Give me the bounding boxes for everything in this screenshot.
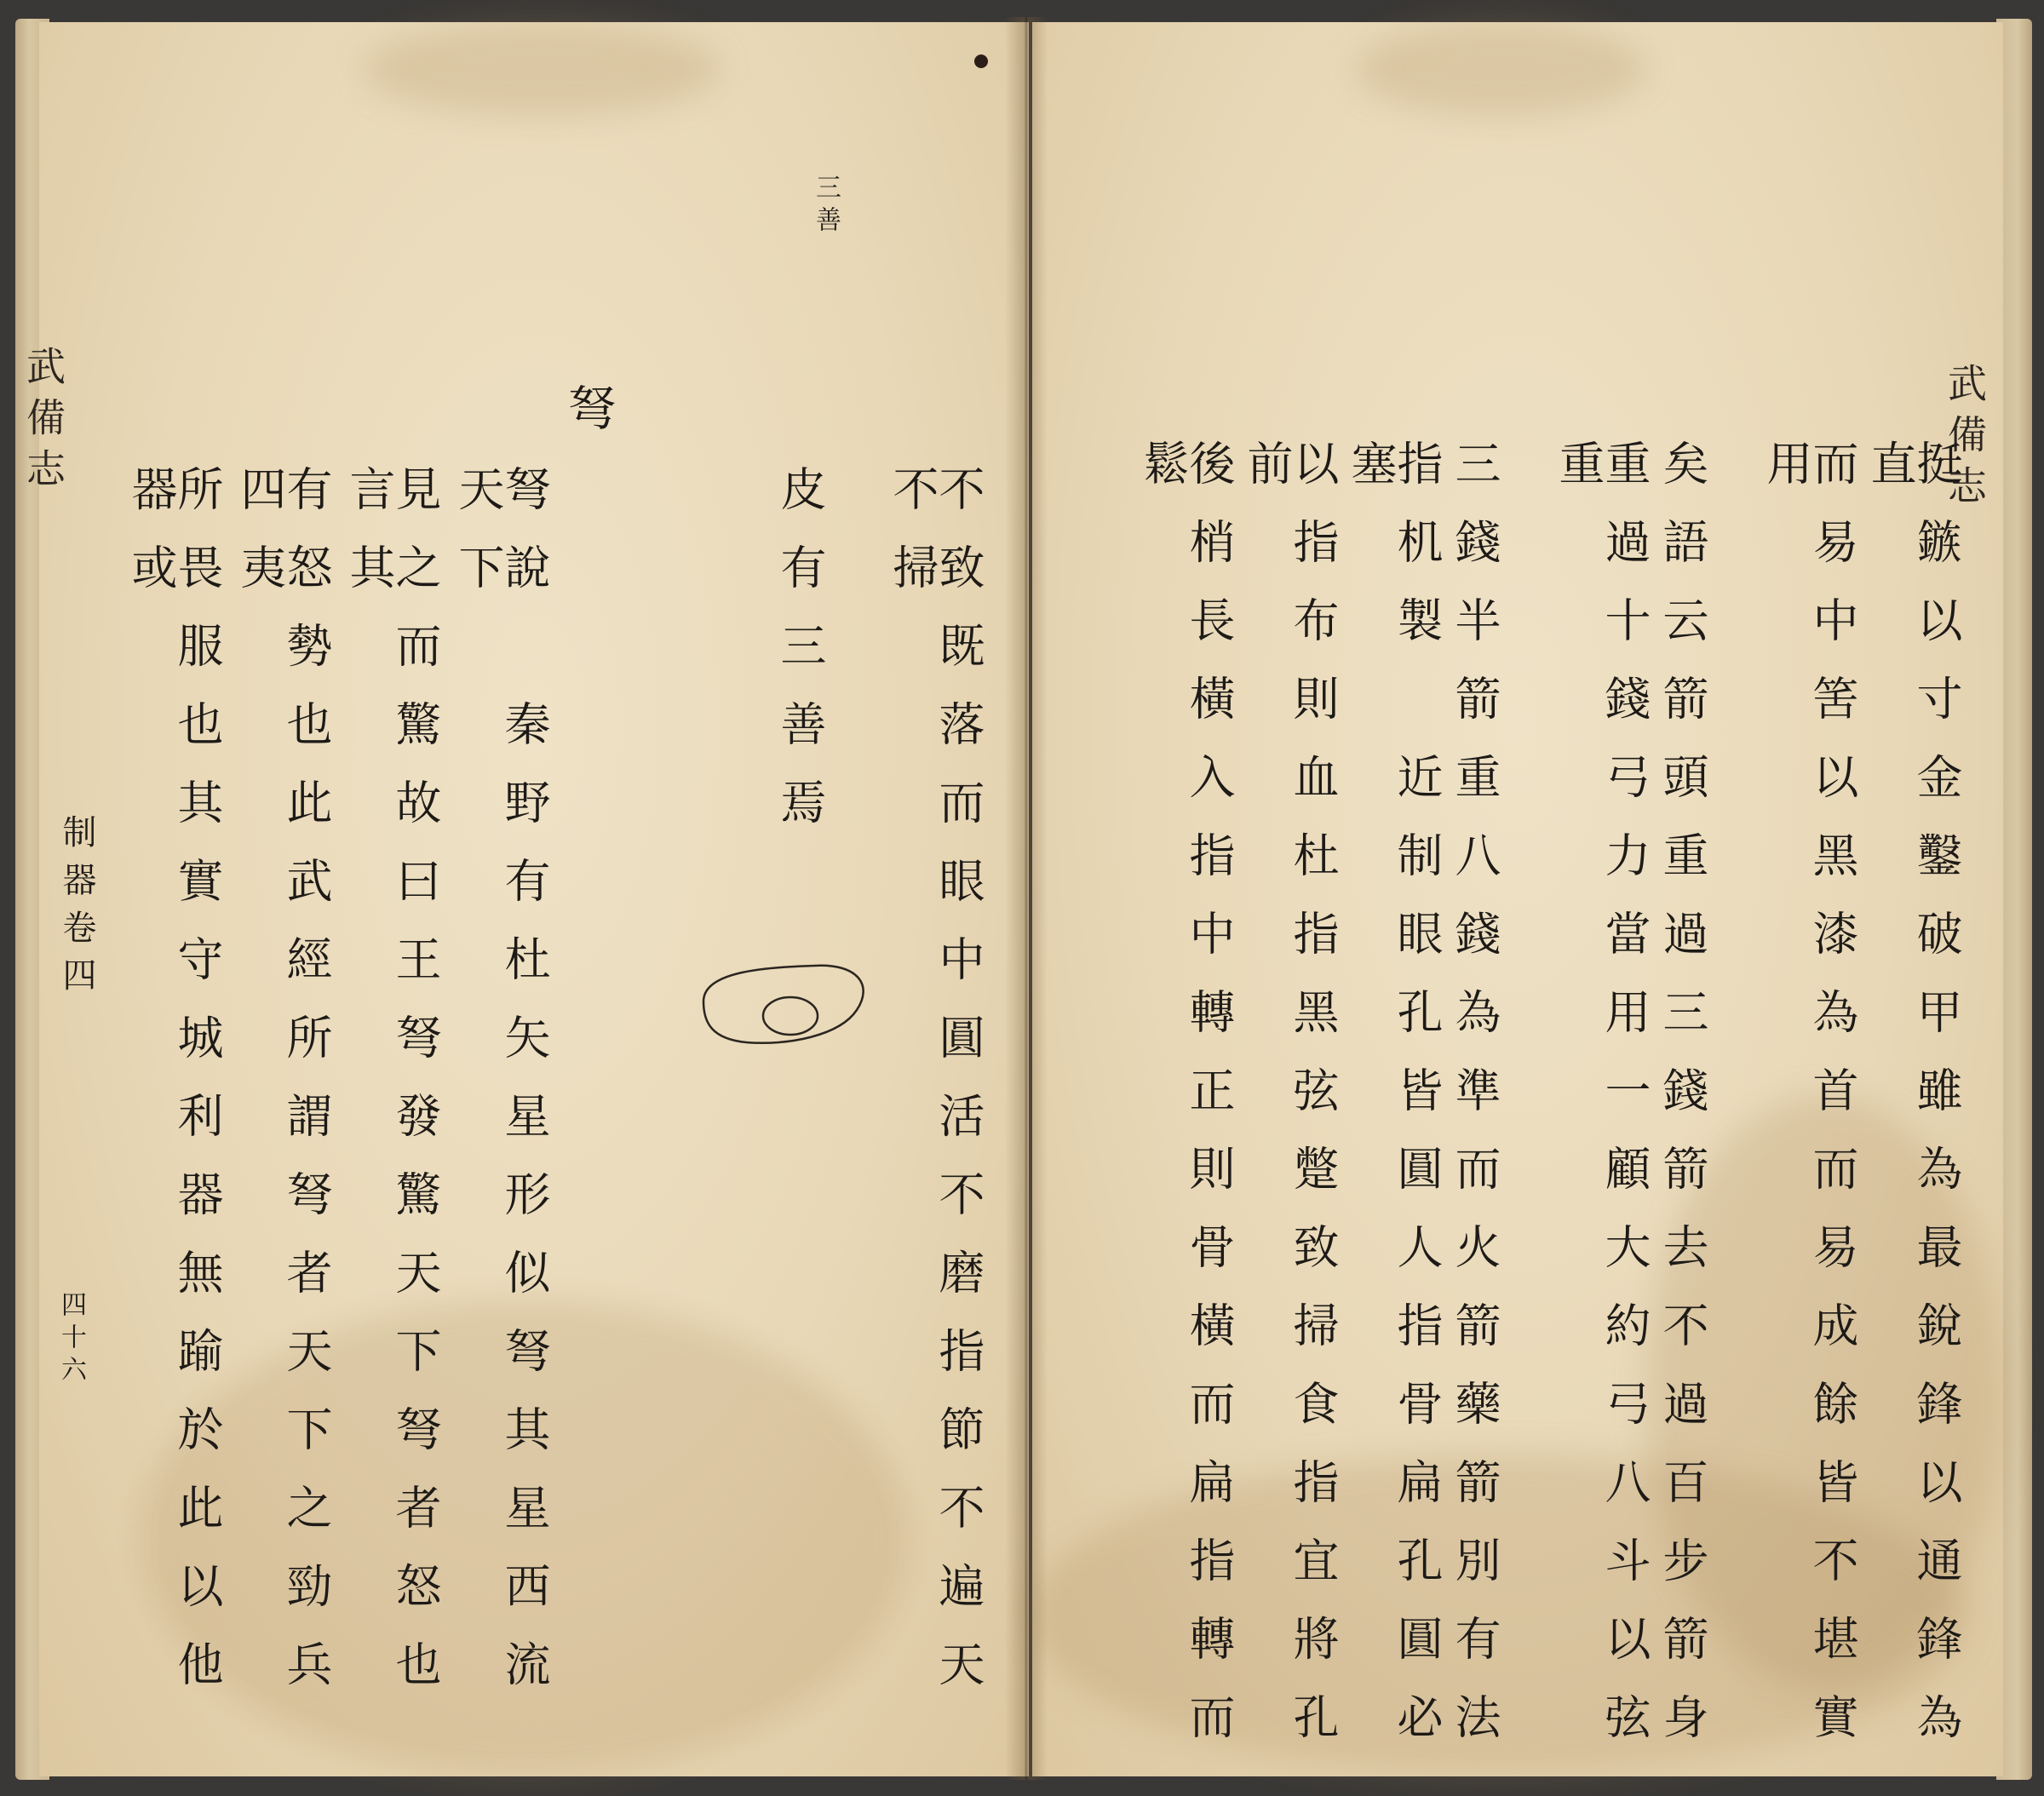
- arrow-nock-diagram: [686, 950, 882, 1053]
- fold-title: 武備志: [20, 346, 66, 499]
- text-column: 三錢半箭重八錢為準而火箭藥箭別有法: [1448, 439, 1501, 1771]
- water-stain: [1356, 22, 1645, 116]
- text-column: 指机製 近制眼孔皆圓人指骨扁孔圓必塞: [1344, 439, 1444, 1771]
- fold-section: 制器卷四: [57, 814, 96, 1005]
- text-column: 以指布則血杜指黑弦蹩致掃食指宜將孔前: [1240, 439, 1340, 1771]
- text-column: 後梢長橫入指中轉正則骨橫而扁指轉而鬆: [1136, 439, 1236, 1771]
- ink-spot: [974, 55, 988, 68]
- left-page: [20, 22, 1029, 1776]
- text-column: 有怒勢也此武經所謂弩者天下之勁兵四夷: [233, 465, 333, 1719]
- text-column: 而易中筈以黑漆為首而易成餘皆不堪實用: [1760, 439, 1859, 1771]
- text-column: 見之而驚故曰王弩發驚天下弩者怒也言其: [342, 465, 442, 1719]
- text-column: 重過十錢弓力當用一顧大約弓八斗以弦重: [1552, 439, 1651, 1771]
- book-gutter: [1005, 17, 1048, 1780]
- text-column: 所畏服也其實守城利器無踰於此以他器或: [124, 465, 224, 1719]
- right-page: [1032, 22, 2003, 1776]
- section-heading: 弩: [560, 383, 616, 431]
- text-column: 不致既落而眼中圓活不磨指節不遍天不掃: [886, 465, 985, 1719]
- fold-title: 武備志: [1942, 363, 1988, 516]
- fold-page-number: 四十六: [56, 1291, 86, 1388]
- water-stain: [363, 22, 721, 116]
- heading-three-virtues: 三善: [811, 174, 841, 238]
- text-column: 挺鏃以寸金鑿破甲雖為最銳鋒以通鋒為直: [1863, 439, 1963, 1771]
- text-column: 皮有三善焉: [773, 465, 827, 857]
- text-column: 弩說 秦野有杜矢星形似弩其星西流天下: [451, 465, 551, 1719]
- text-column: 矣語云箭頭重過三錢箭去不過百步箭身: [1656, 439, 1709, 1771]
